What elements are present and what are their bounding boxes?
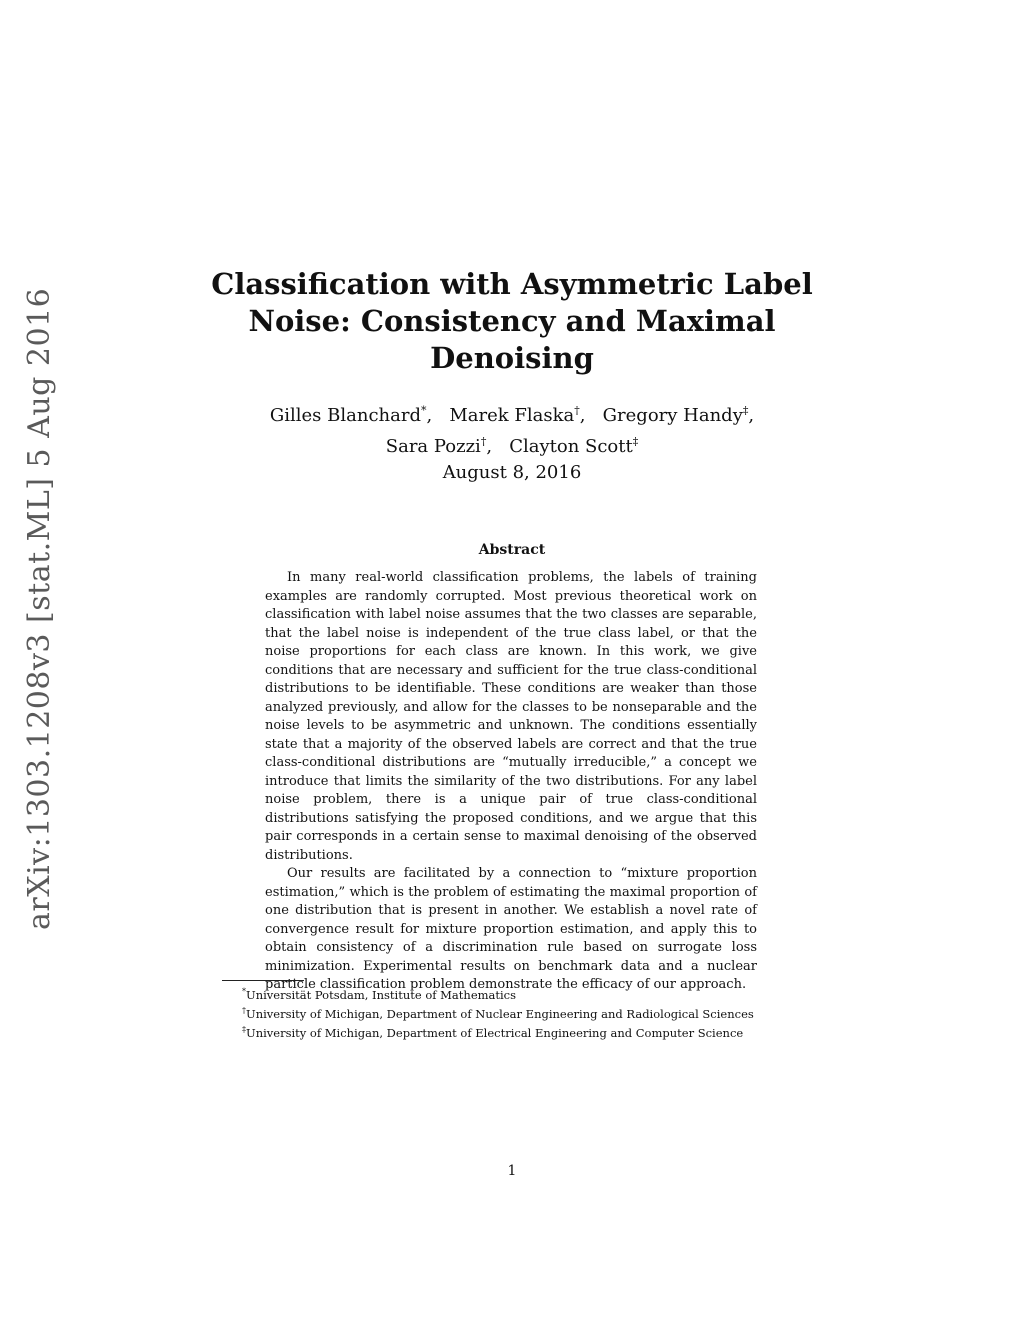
author-affiliation-mark: † bbox=[574, 404, 580, 417]
paper-title bbox=[200, 266, 824, 377]
author-name: Gregory Handy bbox=[602, 405, 743, 426]
author-name: Gilles Blanchard bbox=[269, 405, 421, 426]
abstract-body bbox=[265, 569, 757, 995]
title-line: Denoising bbox=[430, 341, 594, 375]
page-number: 1 bbox=[507, 1163, 517, 1179]
author-list bbox=[200, 398, 824, 460]
author-affiliation-mark: ‡ bbox=[742, 404, 749, 417]
footnote-divider bbox=[222, 980, 304, 981]
footnote-text: University of Michigan, Department of Nuclear Engineering and Radiological Sciences bbox=[246, 1006, 754, 1021]
footnote bbox=[242, 1022, 802, 1041]
footnote-mark: † bbox=[242, 1005, 246, 1015]
footnote bbox=[242, 984, 802, 1003]
author-name: Marek Flaska bbox=[449, 405, 575, 426]
footnote-mark: * bbox=[242, 987, 246, 996]
title-line: Noise: Consistency and Maximal bbox=[248, 304, 776, 338]
footnote bbox=[242, 1003, 802, 1022]
abstract-paragraph: In many real-world classification problems, the labels of training examples are randomly corrupted. Most previous theoretical work on classification with label noise assumes that the two classes are separable, that the label noise is independent of the true class label, or that the noise proportions for each class are known. In this work, we give conditions that are necessary and sufficient for the true class-conditional distributions to be identifiable. These conditions are weaker than those analyzed previously, and allow for the classes to be nonseparable and the noise levels to be asymmetric and unknown. The conditions essentially state that a majority of the observed labels are correct and that the true class-conditional distributions are “mutually irreducible,” a concept we introduce that limits the similarity of the two distributions. For any label noise problem, there is a unique pair of true class-conditional distributions satisfying the proposed conditions, and we argue that this pair corresponds in a certain sense to maximal denoising of the observed distributions. bbox=[265, 570, 757, 863]
abstract-paragraph: Our results are facilitated by a connection to “mixture proportion estimation,” which is the problem of estimating the maximal proportion of one distribution that is present in another. We establish a novel rate of convergence result for mixture proportion estimation, and apply this to obtain consistency of a discrimination rule based on surrogate loss minimization. Experimental results on benchmark data and a nuclear particle classification problem demonstrate the efficacy of our approach. bbox=[265, 866, 757, 992]
author-affiliation-mark: ‡ bbox=[632, 435, 639, 448]
publication-date: August 8, 2016 bbox=[442, 462, 582, 483]
author-affiliation-mark: † bbox=[480, 435, 487, 448]
author-name: Sara Pozzi bbox=[385, 436, 481, 457]
author-line: Sara Pozzi†, Clayton Scott‡ bbox=[385, 435, 639, 457]
footnotes bbox=[242, 984, 802, 1040]
footnote-text: University of Michigan, Department of Electrical Engineering and Computer Science bbox=[246, 1025, 744, 1040]
footnote-text: Universität Potsdam, Institute of Mathematics bbox=[246, 987, 517, 1002]
arxiv-identifier: arXiv:1303.1208v3 [stat.ML] 5 Aug 2016 bbox=[22, 287, 57, 930]
abstract-heading: Abstract bbox=[478, 542, 546, 558]
author-affiliation-mark: * bbox=[420, 404, 427, 417]
author-line: Gilles Blanchard*, Marek Flaska†, Gregory Handy‡, bbox=[269, 404, 755, 426]
footnote-mark: ‡ bbox=[242, 1024, 246, 1034]
author-name: Clayton Scott bbox=[509, 436, 633, 457]
title-line: Classification with Asymmetric Label bbox=[211, 267, 813, 301]
